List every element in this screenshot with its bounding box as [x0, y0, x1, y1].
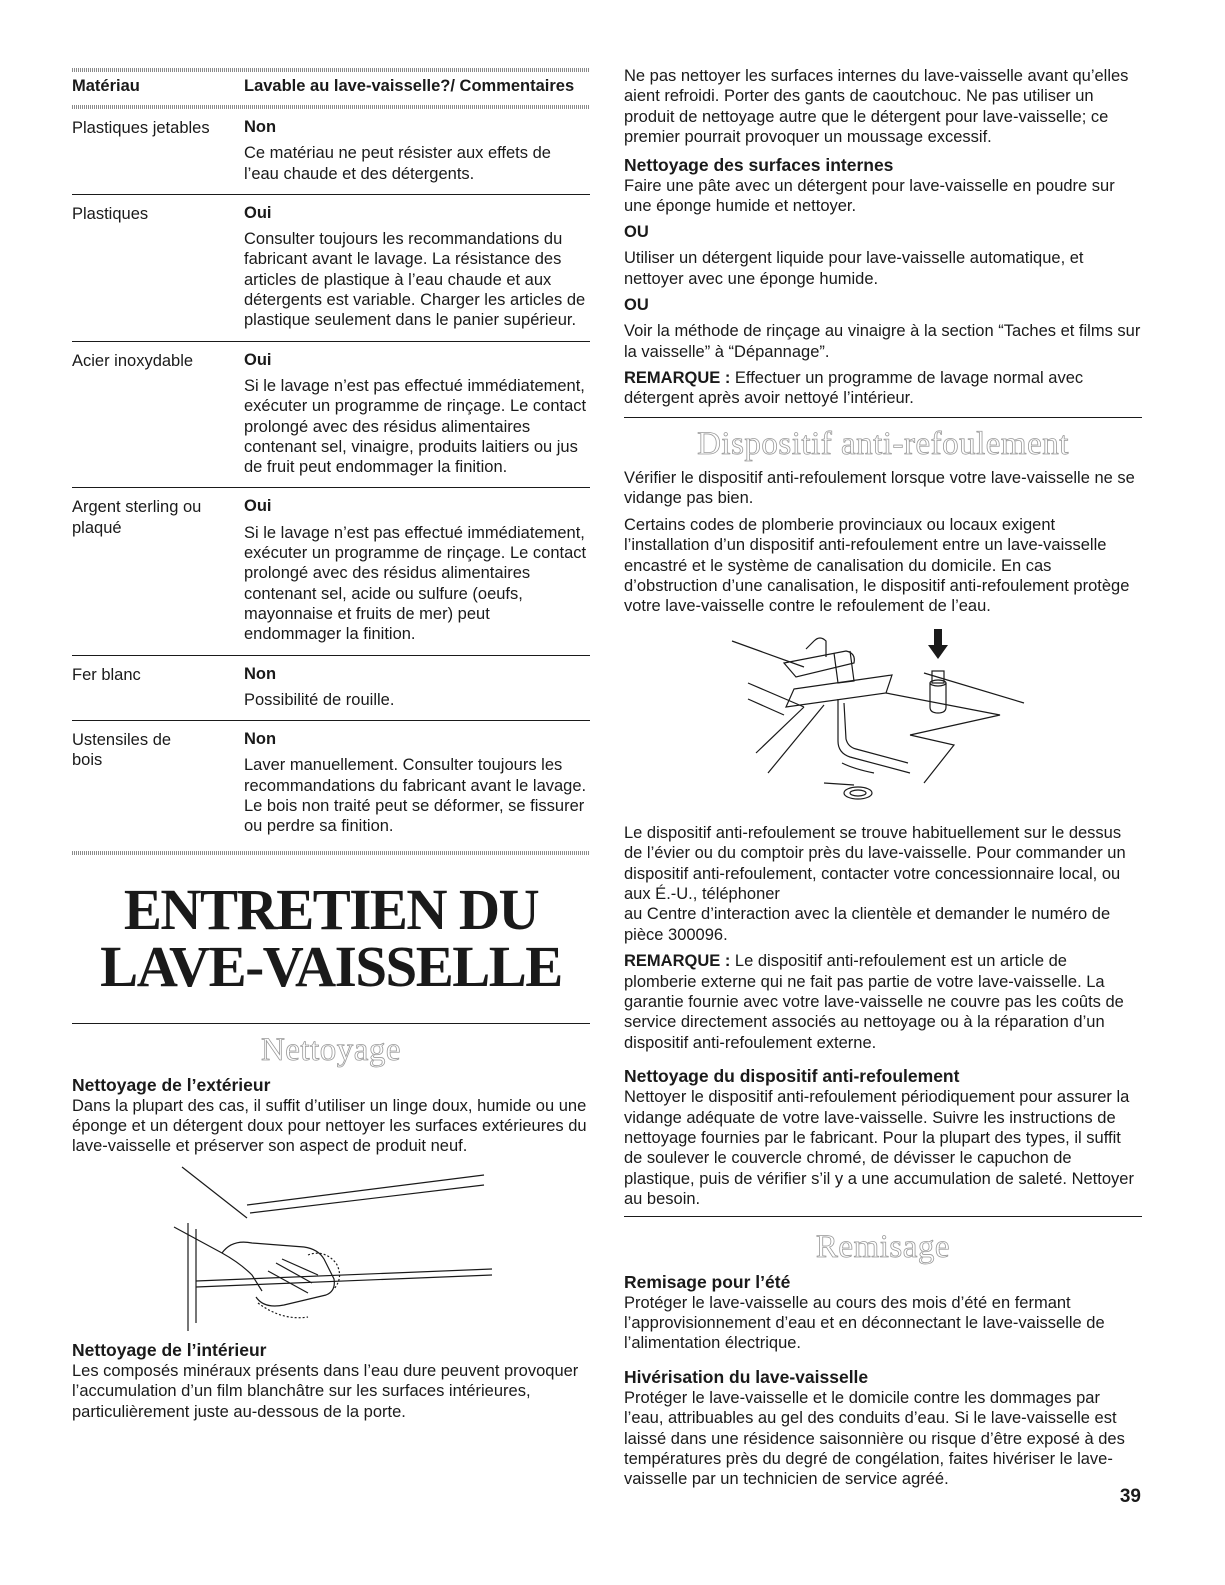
or-label: OU [624, 223, 649, 242]
summer-text: Protéger le lave-vaisselle au cours des mois d’été en fermant l’approvisionnement d’eau et en déconnectant le lave-vaisselle de l’alimentation électrique. [624, 1293, 1105, 1353]
material-name: Fer blanc [72, 665, 141, 684]
table-row [72, 721, 590, 850]
main-title-line2: LAVE-VAISSELLE [100, 934, 562, 999]
internal-text-3: Voir la méthode de rinçage au vinaigre à la section “Taches et films sur la vaisselle” à “Dépannage”. [624, 322, 1141, 361]
verdict: Non [244, 730, 277, 749]
interior-text: Les composés minéraux présents dans l’eau dure peuvent provoquer l’accumulation d’un film blanchâtre sur les surfaces intérieures, particulièrement juste au-dessous de la porte. [72, 1361, 579, 1421]
section-title-antirefoulement: Dispositif anti-refoulement [697, 425, 1069, 462]
table-row [72, 488, 590, 655]
internal-text-1: Faire une pâte avec un détergent pour lave-vaisselle en poudre sur une éponge humide et nettoyer. [624, 176, 1115, 216]
comment: Si le lavage n’est pas effectué immédiatement, exécuter un programme de rinçage. Le contact prolongé avec des résidus alimentaires contenant sel, vinaigre, produits laitiers ou jus de fruit peut endommager la finition. [244, 376, 587, 477]
comment: Possibilité de rouille. [244, 690, 395, 709]
table-row [72, 656, 590, 722]
verdict: Non [244, 664, 277, 683]
exterior-heading: Nettoyage de l’extérieur [72, 1074, 271, 1095]
exterior-text: Dans la plupart des cas, il suffit d’utiliser un linge doux, humide ou une éponge et un détergent doux pour nettoyer les surfaces extérieures du lave-vaisselle et préserver son aspect de produit neuf. [72, 1096, 587, 1156]
section-divider [72, 1023, 590, 1024]
verdict: Oui [244, 350, 272, 369]
note-1 [624, 368, 1142, 409]
note-label: REMARQUE : [624, 952, 731, 971]
comment: Ce matériau ne peut résister aux effets de l’eau chaude et des détergents. [244, 144, 551, 183]
winter-text: Protéger le lave-vaisselle et le domicile contre les dommages par l’eau, attribuables au gel des conduits d’eau. Si le lave-vaisselle est laissé dans une résidence saisonnière ou risque d’être exposé à des températures près du degré de congélation, faites hivériser le lave-vaisselle par un technicien de service agréé. [624, 1388, 1125, 1489]
summer-heading: Remisage pour l’été [624, 1271, 791, 1292]
note-text: Effectuer un programme de lavage normal avec détergent après avoir nettoyé l’intérieur. [624, 369, 1084, 408]
comment: Si le lavage n’est pas effectué immédiatement, exécuter un programme de rinçage. Le contact prolongé avec des résidus alimentaires contenant sel, acide ou sulfure (oeufs, mayonnaise et fruits de mer) peut endommager la finition. [244, 523, 587, 644]
internal-surfaces-heading: Nettoyage des surfaces internes [624, 154, 894, 175]
table-row [72, 342, 590, 489]
verdict: Non [244, 118, 277, 136]
material-name: Ustensiles de bois [72, 731, 172, 770]
table-row [72, 109, 590, 195]
main-title-line1: ENTRETIEN DU [123, 877, 539, 942]
sink-air-gap-illustration [624, 623, 1142, 823]
wipe-exterior-illustration [72, 1163, 590, 1333]
table-bottom-rule [72, 851, 590, 855]
antirefoulement-p3b: au Centre d’interaction avec la clientèle et demander le numéro de pièce 300096. [624, 905, 1111, 944]
left-column [72, 68, 590, 1428]
table-row [72, 195, 590, 342]
antirefoulement-p1: Vérifier le dispositif anti-refoulement lorsque votre lave-vaisselle ne se vidange pas bien. [624, 468, 1135, 508]
section-divider [624, 417, 1142, 418]
comment: Laver manuellement. Consulter toujours les recommandations du fabricant avant le lavage. Le bois non traité peut se déformer, se fissurer ou perdre sa finition. [244, 756, 587, 836]
note-label: REMARQUE : [624, 369, 731, 388]
verdict: Oui [244, 497, 272, 516]
material-name: Plastiques jetables [72, 119, 210, 137]
section-title-nettoyage: Nettoyage [260, 1031, 402, 1068]
material-name: Acier inoxydable [72, 351, 194, 370]
or-label: OU [624, 296, 649, 315]
winter-heading: Hivérisation du lave-vaisselle [624, 1366, 869, 1387]
materials-table-header [72, 72, 590, 105]
note-2 [624, 951, 1142, 1053]
intro-text: Ne pas nettoyer les surfaces internes du lave-vaisselle avant qu’elles aient refroidi. Porter des gants de caoutchouc. Ne pas utiliser un produit de nettoyage autre que le détergent pour lave-vaisselle; ce premier pourrait provoquer un moussage excessif. [624, 67, 1129, 147]
antirefoulement-clean-heading: Nettoyage du dispositif anti-refoulement [624, 1066, 960, 1087]
antirefoulement-p3a: Le dispositif anti-refoulement se trouve habituellement sur le dessus de l’évier ou du comptoir près du lave-vaisselle. Pour commander un dispositif anti-refoulement, contacter votre concessionnaire local, ou aux É.-U., téléphoner [624, 823, 1126, 903]
comment: Consulter toujours les recommandations du fabricant avant le lavage. La résistance des articles de plastique à l’eau chaude et aux détergents est variable. Charger les articles de plastique seulement dans le panier supérieur. [244, 230, 586, 330]
material-name: Argent sterling ou plaqué [72, 498, 202, 537]
page-number: 39 [1119, 1486, 1141, 1507]
right-column [624, 66, 1142, 1496]
antirefoulement-p2: Certains codes de plomberie provinciaux ou locaux exigent l’installation d’un dispositif anti-refoulement entre un lave-vaisselle encastré et le système de canalisation du domicile. En cas d’obstruction d’une canalisation, le dispositif anti-refoulement protège votre lave-vaisselle contre le refoulement de l’eau. [624, 515, 1130, 616]
internal-text-2: Utiliser un détergent liquide pour lave-vaisselle automatique, et nettoyer avec une éponge humide. [624, 249, 1084, 288]
interior-heading: Nettoyage de l’intérieur [72, 1339, 267, 1360]
section-title-remisage: Remisage [815, 1228, 951, 1265]
verdict: Oui [244, 203, 272, 222]
antirefoulement-clean-text: Nettoyer le dispositif anti-refoulement périodiquement pour assurer la vidange adéquate de votre lave-vaisselle. Suivre les instructions de nettoyage fournies par le fabricant. Pour la plupart des types, il suffit de soulever le couvercle chromé, de dévisser le capuchon de plastique, puis de vérifier s’il y a une accumulation de saleté. Nettoyer au besoin. [624, 1088, 1134, 1209]
section-divider [624, 1216, 1142, 1217]
col-material-header: Matériau [72, 77, 140, 95]
note-text: Le dispositif anti-refoulement est un article de plomberie externe qui ne fait pas partie de votre lave-vaisselle. La garantie fournie avec votre lave-vaisselle ne couvre pas les coûts de service directement associés au nettoyage ou à la réparation d’un dispositif anti-refoulement externe. [624, 952, 1124, 1052]
col-dishwasher-header: Lavable au lave-vaisselle?/ Commentaires [244, 77, 575, 95]
material-name: Plastiques [72, 204, 149, 223]
main-title [72, 877, 590, 999]
